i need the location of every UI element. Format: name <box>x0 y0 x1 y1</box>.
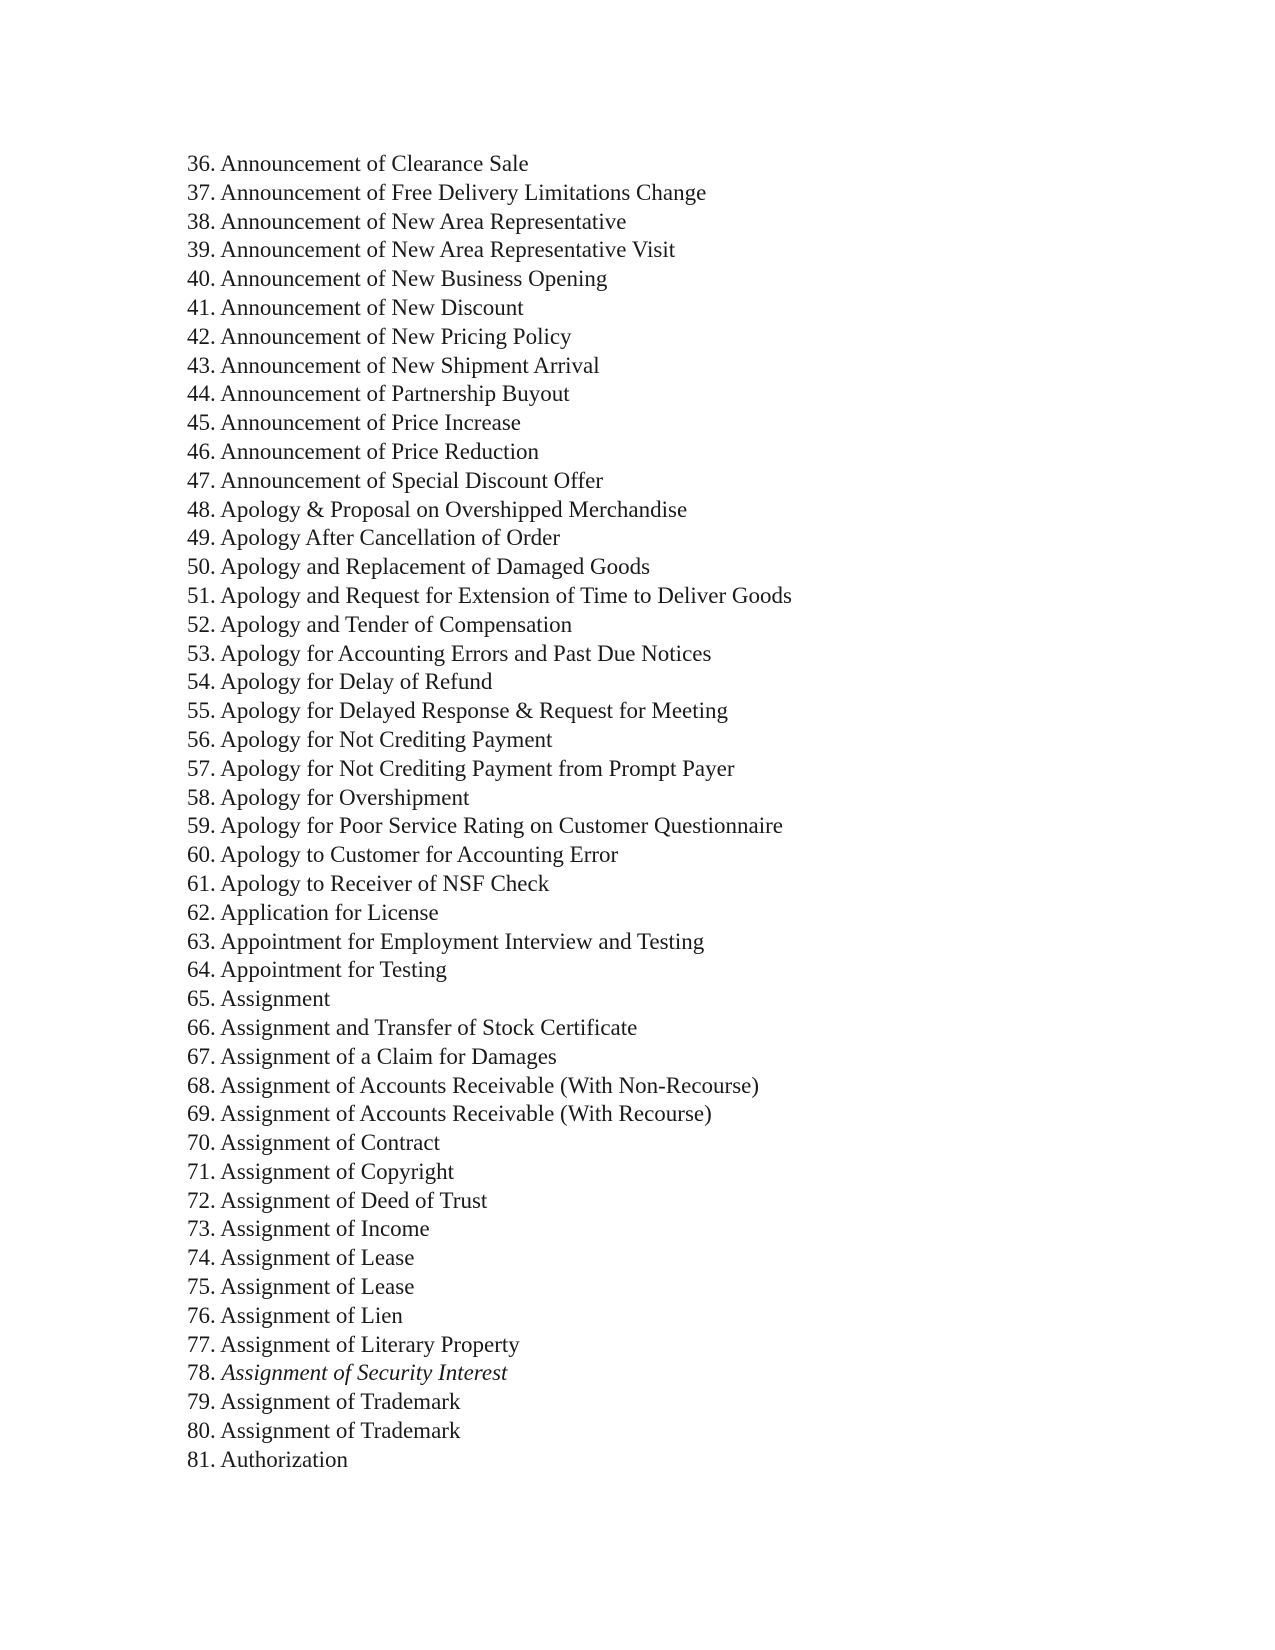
list-item-title: Announcement of Special Discount Offer <box>220 467 604 493</box>
list-item-title: Apology and Replacement of Damaged Goods <box>220 554 651 580</box>
list-item-number: 45. <box>187 410 216 436</box>
list-item <box>187 812 792 841</box>
list-item-title: Announcement of Clearance Sale <box>220 151 529 176</box>
list-item <box>187 582 792 611</box>
list-item-title: Assignment of Security Interest <box>221 1360 508 1386</box>
list-item-title: Assignment of Deed of Trust <box>220 1187 488 1213</box>
list-item-number: 60. <box>187 842 216 868</box>
list-item <box>187 726 792 755</box>
list-item-title: Assignment of a Claim for Damages <box>220 1043 557 1069</box>
list-item-title: Announcement of New Area Representative <box>220 208 627 234</box>
list-item <box>187 1072 792 1101</box>
list-item-number: 39. <box>187 237 216 263</box>
list-item-title: Announcement of Partnership Buyout <box>220 381 570 407</box>
list-item-number: 43. <box>187 352 216 378</box>
list-item-number: 63. <box>187 928 216 954</box>
list-item-title: Apology to Customer for Accounting Error <box>220 842 619 868</box>
list-item-title: Assignment of Lien <box>220 1302 403 1328</box>
list-item-title: Assignment of Literary Property <box>220 1331 520 1357</box>
list-item-number: 70. <box>187 1130 216 1156</box>
list-item-title: Announcement of New Business Opening <box>220 266 608 292</box>
list-item <box>187 265 792 294</box>
list-item-number: 37. <box>187 179 216 205</box>
list-item-title: Assignment of Income <box>220 1216 430 1242</box>
list-item-title: Apology to Receiver of NSF Check <box>220 870 550 896</box>
list-item-title: Announcement of Price Increase <box>220 410 522 436</box>
list-item-title: Assignment of Lease <box>220 1245 415 1271</box>
list-item-number: 72. <box>187 1187 216 1213</box>
list-item <box>187 1359 792 1388</box>
list-item-title: Announcement of Free Delivery Limitations Change <box>220 179 707 205</box>
list-item <box>187 294 792 323</box>
list-item-title: Authorization <box>220 1446 348 1472</box>
list-item <box>187 323 792 352</box>
list-item-number: 65. <box>187 986 216 1012</box>
list-item-number: 53. <box>187 640 216 666</box>
list-item <box>187 150 792 179</box>
list-item <box>187 1129 792 1158</box>
list-item-number: 50. <box>187 554 216 580</box>
list-item <box>187 899 792 928</box>
list-item-number: 79. <box>187 1389 216 1415</box>
list-item <box>187 640 792 669</box>
list-item-number: 51. <box>187 582 216 608</box>
list-item <box>187 1302 792 1331</box>
list-item-title: Assignment of Trademark <box>220 1418 461 1444</box>
list-item <box>187 380 792 409</box>
list-item <box>187 1388 792 1417</box>
list-item-title: Assignment <box>220 986 331 1012</box>
list-item-number: 74. <box>187 1245 216 1271</box>
list-item-title: Apology After Cancellation of Order <box>220 525 561 551</box>
list-item <box>187 928 792 957</box>
list-item-number: 61. <box>187 870 216 896</box>
list-item <box>187 841 792 870</box>
list-item <box>187 1100 792 1129</box>
list-item-number: 46. <box>187 438 216 464</box>
list-item-number: 44. <box>187 381 216 407</box>
list-item-number: 55. <box>187 698 216 724</box>
list-item-number: 48. <box>187 496 216 522</box>
list-item <box>187 1215 792 1244</box>
list-item-title: Apology for Delayed Response & Request for Meeting <box>220 698 729 724</box>
list-item <box>187 1014 792 1043</box>
list-item <box>187 1187 792 1216</box>
list-item-title: Apology for Accounting Errors and Past Due Notices <box>220 640 712 666</box>
list-item <box>187 409 792 438</box>
list-item-title: Appointment for Employment Interview and Testing <box>220 928 705 954</box>
list-item-number: 73. <box>187 1216 216 1242</box>
list-item-title: Apology for Delay of Refund <box>220 669 493 695</box>
list-item-number: 64. <box>187 957 216 983</box>
list-item <box>187 236 792 265</box>
list-item-number: 56. <box>187 726 216 752</box>
list-item-number: 40. <box>187 266 216 292</box>
list-item-title: Apology for Not Crediting Payment <box>220 726 553 752</box>
list-item-title: Assignment of Accounts Receivable (With Non-Recourse) <box>220 1072 760 1098</box>
list-item-title: Assignment of Trademark <box>220 1389 461 1415</box>
list-item-number: 81. <box>187 1446 216 1472</box>
list-item-number: 69. <box>187 1101 216 1127</box>
list-item-number: 59. <box>187 813 216 839</box>
list-item <box>187 467 792 496</box>
list-item <box>187 697 792 726</box>
list-item <box>187 1446 792 1475</box>
list-item <box>187 352 792 381</box>
list-item-number: 67. <box>187 1043 216 1069</box>
list-item-title: Apology for Poor Service Rating on Customer Questionnaire <box>220 813 784 839</box>
list-item-title: Announcement of New Pricing Policy <box>220 323 572 349</box>
list-item-number: 78. <box>187 1360 216 1386</box>
list-item-title: Assignment of Copyright <box>220 1158 455 1184</box>
list-item-number: 66. <box>187 1014 216 1040</box>
list-item <box>187 611 792 640</box>
list-item-number: 75. <box>187 1274 216 1300</box>
list-item <box>187 438 792 467</box>
list-item <box>187 524 792 553</box>
list-item-number: 54. <box>187 669 216 695</box>
list-item-number: 77. <box>187 1331 216 1357</box>
list-item-number: 76. <box>187 1302 216 1328</box>
list-item <box>187 179 792 208</box>
list-item <box>187 208 792 237</box>
list-item <box>187 956 792 985</box>
list-item-number: 68. <box>187 1072 216 1098</box>
list-item-title: Appointment for Testing <box>220 957 447 983</box>
list-item <box>187 1244 792 1273</box>
list-item-title: Announcement of New Shipment Arrival <box>220 352 600 378</box>
list-item-number: 57. <box>187 755 216 781</box>
list-item-number: 42. <box>187 323 216 349</box>
list-item-title: Announcement of New Discount <box>220 294 524 320</box>
list-item <box>187 1331 792 1360</box>
list-item <box>187 1043 792 1072</box>
list-item-number: 58. <box>187 784 216 810</box>
list-item <box>187 496 792 525</box>
list-item-title: Assignment and Transfer of Stock Certificate <box>220 1014 638 1040</box>
list-item-title: Apology for Overshipment <box>220 784 470 810</box>
list-item-title: Assignment of Accounts Receivable (With Recourse) <box>220 1101 712 1127</box>
list-item <box>187 553 792 582</box>
list-item <box>187 784 792 813</box>
list-item <box>187 1158 792 1187</box>
list-item-number: 36. <box>187 151 216 176</box>
list-item-title: Assignment of Lease <box>220 1274 415 1300</box>
list-item-number: 41. <box>187 294 216 320</box>
list-item-title: Assignment of Contract <box>220 1130 440 1156</box>
list-item-number: 49. <box>187 525 216 551</box>
list-item <box>187 1273 792 1302</box>
list-item-number: 80. <box>187 1418 216 1444</box>
list-item <box>187 985 792 1014</box>
list-item-title: Apology & Proposal on Overshipped Merchandise <box>220 496 688 522</box>
list-item-title: Announcement of New Area Representative Visit <box>220 237 676 263</box>
numbered-list <box>187 150 792 1475</box>
list-item-title: Apology and Tender of Compensation <box>220 611 573 637</box>
list-item-number: 47. <box>187 467 216 493</box>
list-item-title: Announcement of Price Reduction <box>220 438 539 464</box>
list-item-number: 71. <box>187 1158 216 1184</box>
list-item-title: Application for License <box>220 899 439 925</box>
list-item-number: 38. <box>187 208 216 234</box>
list-item <box>187 1417 792 1446</box>
list-item-title: Apology and Request for Extension of Time to Deliver Goods <box>220 582 792 608</box>
list-item <box>187 668 792 697</box>
list-item-number: 62. <box>187 899 216 925</box>
list-item <box>187 755 792 784</box>
list-item <box>187 870 792 899</box>
list-item-title: Apology for Not Crediting Payment from Prompt Payer <box>220 755 735 781</box>
list-item-number: 52. <box>187 611 216 637</box>
